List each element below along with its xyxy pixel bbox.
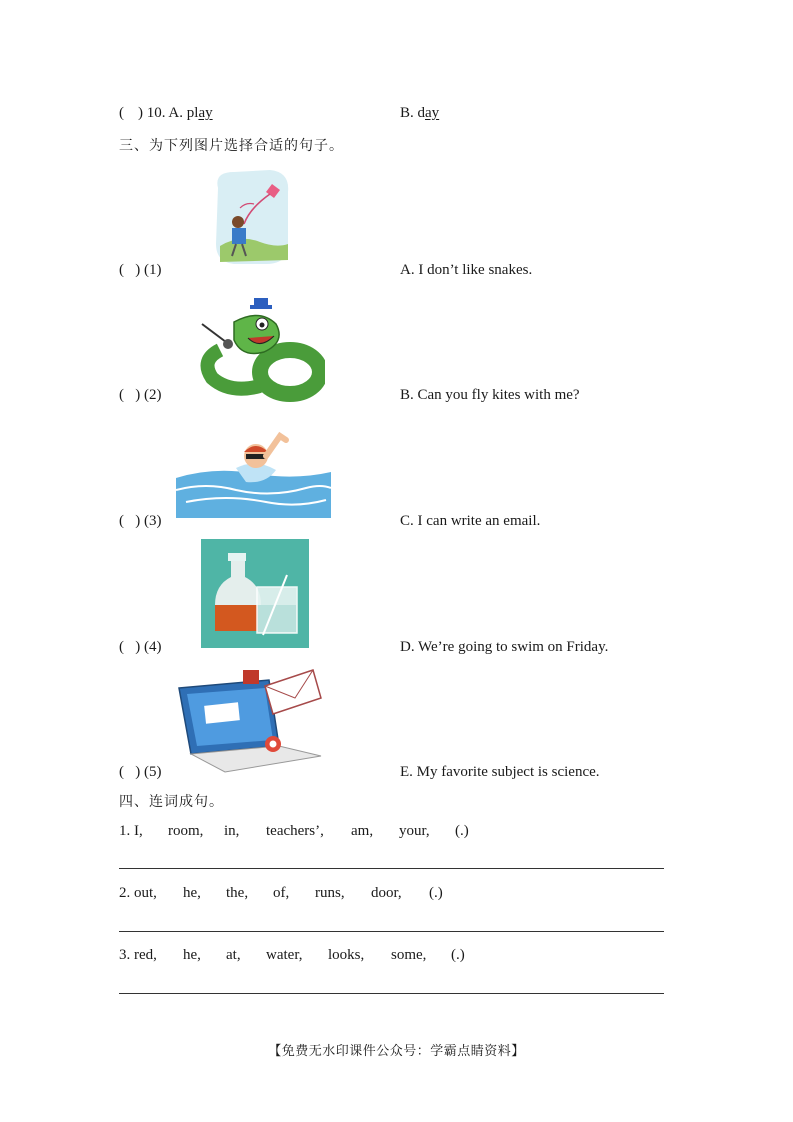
word: am, bbox=[351, 823, 374, 839]
option-a-text: 10. A. pl bbox=[146, 105, 199, 121]
word: looks, bbox=[328, 947, 365, 963]
word: 2. out, bbox=[119, 885, 157, 901]
word: teachers’, bbox=[266, 823, 324, 839]
word: (.) bbox=[455, 823, 469, 839]
boy-swimming-icon bbox=[176, 428, 331, 518]
word: of, bbox=[273, 885, 290, 901]
word: some, bbox=[391, 947, 427, 963]
section-4-title: 四、连词成句。 bbox=[119, 794, 224, 810]
word: (.) bbox=[429, 885, 443, 901]
option-e: E. My favorite subject is science. bbox=[400, 764, 600, 780]
word: the, bbox=[226, 885, 249, 901]
option-d: D. We’re going to swim on Friday. bbox=[400, 639, 609, 655]
option-b-text: B. d bbox=[400, 105, 426, 121]
answer-line-3[interactable] bbox=[119, 993, 664, 994]
option-b-underlined: ay bbox=[425, 105, 440, 121]
word: at, bbox=[226, 947, 241, 963]
word: water, bbox=[266, 947, 303, 963]
word: in, bbox=[224, 823, 240, 839]
option-b: B. Can you fly kites with me? bbox=[400, 387, 580, 403]
answer-line-2[interactable] bbox=[119, 931, 664, 932]
word: runs, bbox=[315, 885, 345, 901]
footer-note: 【免费无水印课件公众号：学霸点睛资料】 bbox=[268, 1044, 525, 1059]
option-c: C. I can write an email. bbox=[400, 513, 541, 529]
word: (.) bbox=[451, 947, 465, 963]
option-a: A. I don’t like snakes. bbox=[400, 262, 533, 278]
word: he, bbox=[183, 885, 201, 901]
reorder-question-2 bbox=[119, 884, 443, 902]
word: door, bbox=[371, 885, 402, 901]
section-3-title: 三、为下列图片选择合适的句子。 bbox=[119, 138, 344, 154]
word: 1. I, bbox=[119, 823, 143, 839]
answer-line-1[interactable] bbox=[119, 868, 664, 869]
item-3-label: ( ) (3) bbox=[119, 513, 162, 529]
science-beakers-icon bbox=[201, 539, 309, 648]
answer-paren-close: ) bbox=[138, 105, 143, 121]
reorder-question-1 bbox=[119, 822, 469, 840]
item-1-label: ( ) (1) bbox=[119, 262, 162, 278]
word: 3. red, bbox=[119, 947, 157, 963]
word: your, bbox=[399, 823, 430, 839]
laptop-email-icon bbox=[175, 664, 323, 774]
girl-flying-kite-icon bbox=[210, 168, 292, 268]
question-10 bbox=[119, 104, 213, 122]
word: he, bbox=[183, 947, 201, 963]
item-2-label: ( ) (2) bbox=[119, 387, 162, 403]
option-a-underlined: ay bbox=[198, 105, 213, 121]
word: room, bbox=[168, 823, 204, 839]
question-10-option-b bbox=[400, 104, 439, 122]
item-5-label: ( ) (5) bbox=[119, 764, 162, 780]
reorder-question-3 bbox=[119, 946, 465, 964]
snake-singing-icon bbox=[190, 290, 325, 402]
item-4-label: ( ) (4) bbox=[119, 639, 162, 655]
answer-paren-open: ( bbox=[119, 105, 124, 121]
